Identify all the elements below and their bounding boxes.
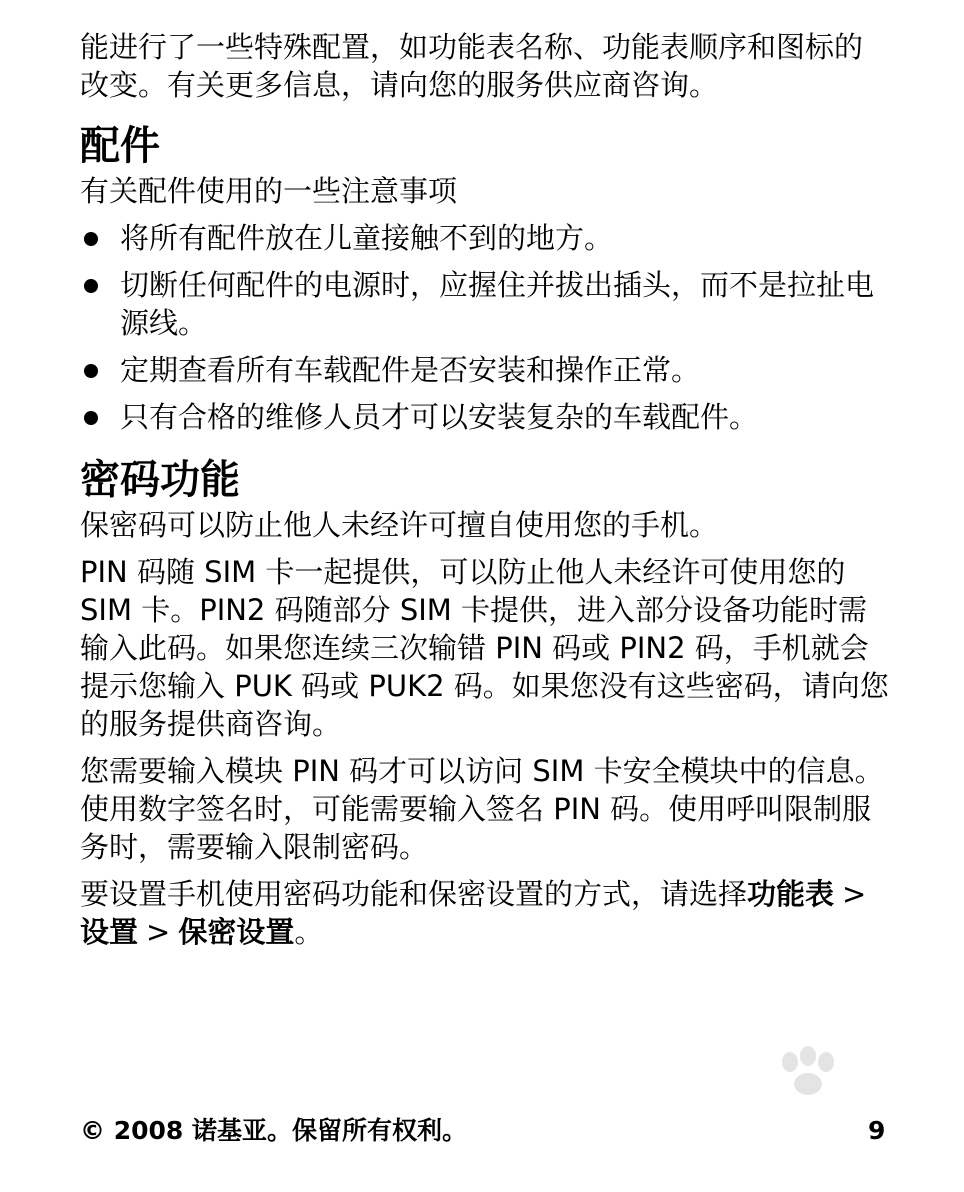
bullet-icon <box>84 279 98 293</box>
accessories-subheading: 有关配件使用的一些注意事项 <box>80 174 458 208</box>
intro-paragraph: 能进行了一些特殊配置，如功能表名称、功能表顺序和图标的改变。有关更多信息，请向您的服务供应商咨询。 <box>80 30 864 102</box>
menu-path-security-settings: 保密设置 <box>178 915 295 949</box>
passwords-paragraph-1: 保密码可以防止他人未经许可擅自使用您的手机。 <box>80 508 719 542</box>
bullet-icon <box>84 364 98 378</box>
list-item: 只有合格的维修人员才可以安装复杂的车载配件。 <box>80 398 890 436</box>
passwords-heading: 密码功能 <box>80 457 240 503</box>
menu-path-separator: > <box>146 915 171 949</box>
menu-path-functions: 功能表 <box>747 877 835 911</box>
list-item: 定期查看所有车载配件是否安装和操作正常。 <box>80 351 890 389</box>
page-number: 9 <box>868 1116 886 1145</box>
menu-path-settings: 设置 <box>80 915 139 949</box>
passwords-paragraph-2: PIN 码随 SIM 卡一起提供，可以防止他人未经许可使用您的 SIM 卡。PIN2 码随部分 SIM 卡提供，进入部分设备功能时需输入此码。如果您连续三次输错 PIN 码或 PIN2 码，手机就会提示您输入 PUK 码或 PUK2 码。如果您没有这些密码，请向您的服务提供商咨询。 <box>80 555 889 741</box>
list-item: 将所有配件放在儿童接触不到的地方。 <box>80 219 890 257</box>
passwords-paragraph-3: 您需要输入模块 PIN 码才可以访问 SIM 卡安全模块中的信息。使用数字签名时，可能需要输入签名 PIN 码。使用呼叫限制服务时，需要输入限制密码。 <box>80 754 884 864</box>
page-body <box>80 28 890 960</box>
bullet-icon <box>84 411 98 425</box>
list-item: 切断任何配件的电源时，应握住并拔出插头，而不是拉扯电源线。 <box>80 266 890 342</box>
bullet-icon <box>84 232 98 246</box>
passwords-paragraph-4: 要设置手机使用密码功能和保密设置的方式，请选择功能表 >设置 > 保密设置。 <box>80 875 890 951</box>
baidu-watermark-logo <box>680 1040 910 1150</box>
accessories-list <box>80 219 890 436</box>
footer-copyright: © 2008 诺基亚。保留所有权利。 <box>80 1116 467 1145</box>
accessories-heading: 配件 <box>80 123 160 169</box>
menu-path-separator: > <box>842 877 867 911</box>
